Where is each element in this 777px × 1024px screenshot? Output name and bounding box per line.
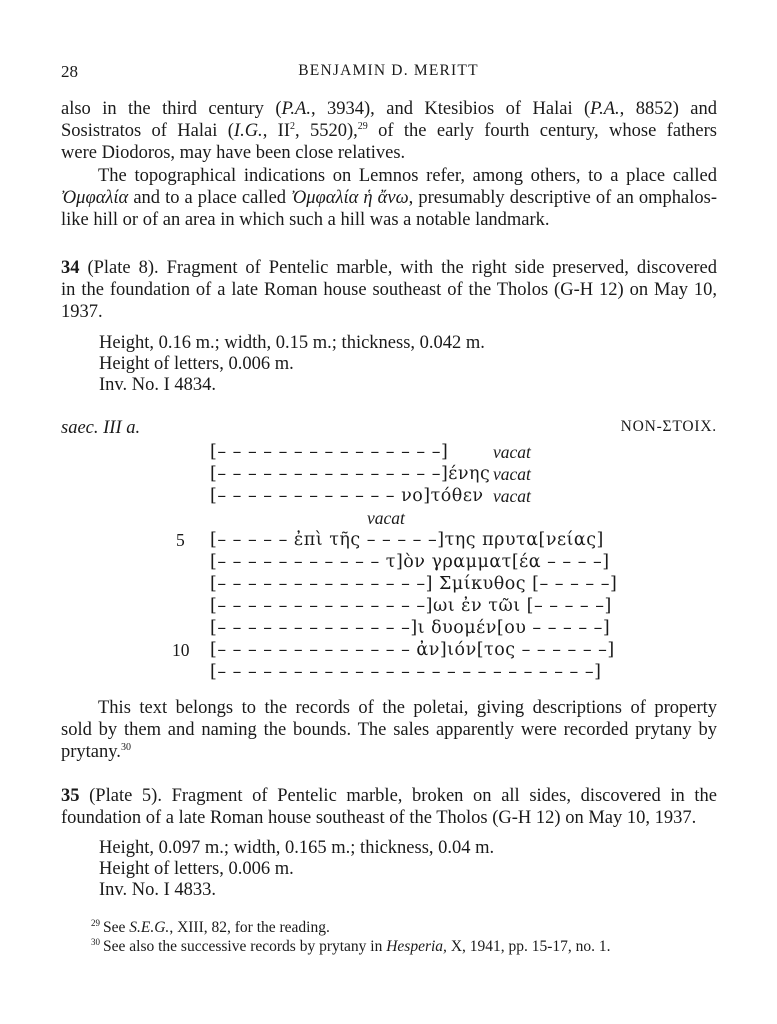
inscription-line-2: [– – – – – – – – – – – – – – –]ένης: [210, 464, 491, 484]
vacat-mark: vacat: [493, 464, 531, 484]
measurement-line: Height of letters, 0.006 m.: [99, 859, 294, 879]
page-number: 28: [61, 62, 78, 81]
inscription-line-5: [– – – – – ἐπὶ τῆς – – – – –]της πρυτα[νείας]: [210, 530, 604, 550]
footnote-29: $^{29}$ See S.E.G., XIII, 82, for the reading.: [91, 917, 330, 936]
text-line: 35 (Plate 5). Fragment of Pentelic marble, broken on all sides, discovered in the: [61, 786, 717, 806]
inscription-line-9: [– – – – – – – – – – – – –]ι δυομέν[ου – – – – –]: [210, 618, 611, 638]
running-title: BENJAMIN D. MERITT: [298, 62, 479, 79]
inscription-date: saec. III a.: [61, 418, 141, 438]
text-line: were Diodoros, may have been close relatives.: [61, 143, 406, 163]
entry-34-description: [61, 257, 717, 323]
text-line: prytany.$^{30}$: [61, 741, 131, 762]
entry-number: 35: [61, 786, 80, 806]
entry-35-measurements: [99, 838, 494, 901]
text-line: Sosistratos of Halai (I.G., $II^2$, 5520),$^{29}$ of the early fourth century, whose fathers: [61, 120, 718, 141]
measurement-line: Height, 0.16 m.; width, 0.15 m.; thickness, 0.042 m.: [99, 333, 485, 353]
inscription-line-11: [– – – – – – – – – – – – – – – – – – – – – – – – –]: [210, 662, 602, 682]
entry-34-measurements: [99, 333, 485, 396]
inscription-line-10: [– – – – – – – – – – – – – ἀν]ιόν[τος – – – – – –]: [210, 640, 615, 660]
footnote-ref-30: 30: [120, 741, 131, 753]
vacat-line-4: vacat: [367, 508, 405, 528]
inscription-line-6: [– – – – – – – – – – – τ]ὸν γραμματ[έα – – – –]: [210, 552, 610, 572]
footnote-ref-29: 29: [357, 120, 368, 132]
footnote-30: $^{30}$ See also the successive records by prytany in Hesperia, X, 1941, pp. 15-17, no. 1.: [91, 936, 611, 955]
line-number-10: 10: [172, 640, 190, 660]
text-line: Ὀμφαλία and to a place called Ὀμφαλία ἡ ἄνω, presumably descriptive of an omphalos-: [61, 188, 718, 208]
inscription-style: NON-ΣΤΟΙΧ.: [620, 418, 717, 435]
vacat-mark: vacat: [493, 442, 531, 462]
text-line: foundation of a late Roman house southeast of the Tholos (G-H 12) on May 10, 1937.: [61, 808, 697, 828]
text-line: 1937.: [61, 302, 103, 322]
text-line: also in the third century (P.A., 3934), and Ktesibios of Halai (P.A., 8852) and: [61, 99, 717, 119]
text-line: The topographical indications on Lemnos refer, among others, to a place called: [98, 166, 717, 186]
text-line: in the foundation of a late Roman house southeast of the Tholos (G-H 12) on May 10,: [61, 280, 717, 300]
entry-35-description: [61, 785, 717, 829]
entry-34-commentary: [61, 697, 717, 763]
measurement-line: Height of letters, 0.006 m.: [99, 354, 294, 374]
measurement-line: Height, 0.097 m.; width, 0.165 m.; thickness, 0.04 m.: [99, 838, 495, 858]
vacat-mark: vacat: [493, 486, 531, 506]
entry-number: 34: [61, 258, 80, 278]
measurement-line: Inv. No. I 4833.: [99, 880, 216, 900]
inscription-line-7: [– – – – – – – – – – – – – –] Σμίκυθος [– – – – –]: [210, 574, 618, 594]
measurement-line: Inv. No. I 4834.: [99, 375, 216, 395]
intro-paragraph-2: [61, 165, 717, 231]
line-number-5: 5: [176, 530, 185, 550]
text-line: This text belongs to the records of the poletai, giving descriptions of property: [98, 698, 717, 718]
text-line: 34 (Plate 8). Fragment of Pentelic marble, with the right side preserved, discovered: [61, 258, 717, 278]
inscription-line-3: [– – – – – – – – – – – – νο]τόθεν: [210, 486, 484, 506]
inscription-line-1: [– – – – – – – – – – – – – – –]: [210, 442, 449, 462]
intro-paragraph-1: [61, 98, 717, 164]
text-line: like hill or of an area in which such a hill was a notable landmark.: [61, 210, 550, 230]
text-line: sold by them and naming the bounds. The sales apparently were recorded prytany by: [61, 720, 717, 740]
inscription-line-8: [– – – – – – – – – – – – – –]ωι ἐν τῶι [– – – – –]: [210, 596, 612, 616]
